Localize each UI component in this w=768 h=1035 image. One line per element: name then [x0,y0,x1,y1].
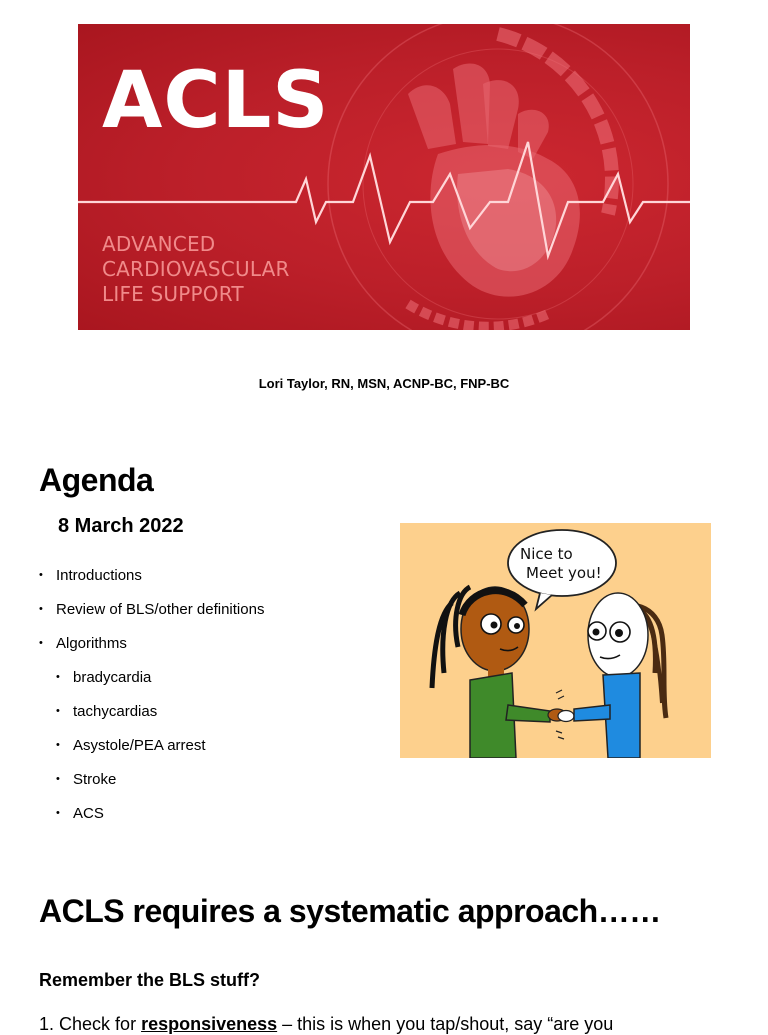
banner-subtitle [102,232,290,307]
agenda-heading: Agenda [39,462,154,498]
speech-line: Meet you! [526,564,602,582]
agenda-item-label: Review of BLS/other definitions [56,601,265,618]
cartoon-drawing [400,523,711,758]
agenda-item-label: bradycardia [73,669,152,686]
bullet-icon: • [39,637,43,649]
agenda-item [39,600,264,634]
person-left [432,587,550,758]
author-credit: Lori Taylor, RN, MSN, ACNP-BC, FNP-BC [258,376,510,391]
banner-subtitle-line: LIFE SUPPORT [102,282,244,306]
handshake [548,690,574,739]
step-prefix: Check for [59,1014,142,1034]
bullet-icon: • [56,773,60,785]
speech-bubble [508,530,616,609]
agenda-subitem [39,770,264,804]
agenda-item-label: ACS [73,805,104,822]
bullet-icon: • [39,603,43,615]
agenda-subitem [39,668,264,702]
agenda-item-label: Stroke [73,771,117,788]
bullet-icon: • [56,739,60,751]
agenda-subitem [39,736,264,770]
greeting-cartoon [400,523,711,758]
bls-step [39,1014,613,1035]
bullet-icon: • [56,705,60,717]
step-emphasis: responsiveness [141,1014,278,1034]
speech-line: Nice to [520,545,573,563]
agenda-item [39,566,264,600]
acls-banner-image [78,24,690,330]
section-subheading: Remember the BLS stuff? [39,970,261,990]
bullet-icon: • [56,807,60,819]
banner-subtitle-line: ADVANCED [102,232,216,256]
agenda-item [39,634,264,668]
agenda-subitem [39,702,264,736]
agenda-list [39,566,264,838]
step-number: 1. [39,1014,55,1034]
agenda-item-label: Asystole/PEA arrest [73,737,206,754]
banner-title: ACLS [102,56,330,146]
agenda-item-label: Algorithms [56,635,127,652]
step-rest: – this is when you tap/shout, say “are you [277,1014,614,1034]
banner-subtitle-line: CARDIOVASCULAR [102,257,290,281]
agenda-item-label: tachycardias [73,703,158,720]
section-heading: ACLS requires a systematic approach…… [39,893,661,929]
bullet-icon: • [56,671,60,683]
agenda-date: 8 March 2022 [58,515,184,537]
agenda-item-label: Introductions [56,567,142,584]
agenda-subitem [39,804,264,838]
bullet-icon: • [39,569,43,581]
person-right [574,593,666,758]
